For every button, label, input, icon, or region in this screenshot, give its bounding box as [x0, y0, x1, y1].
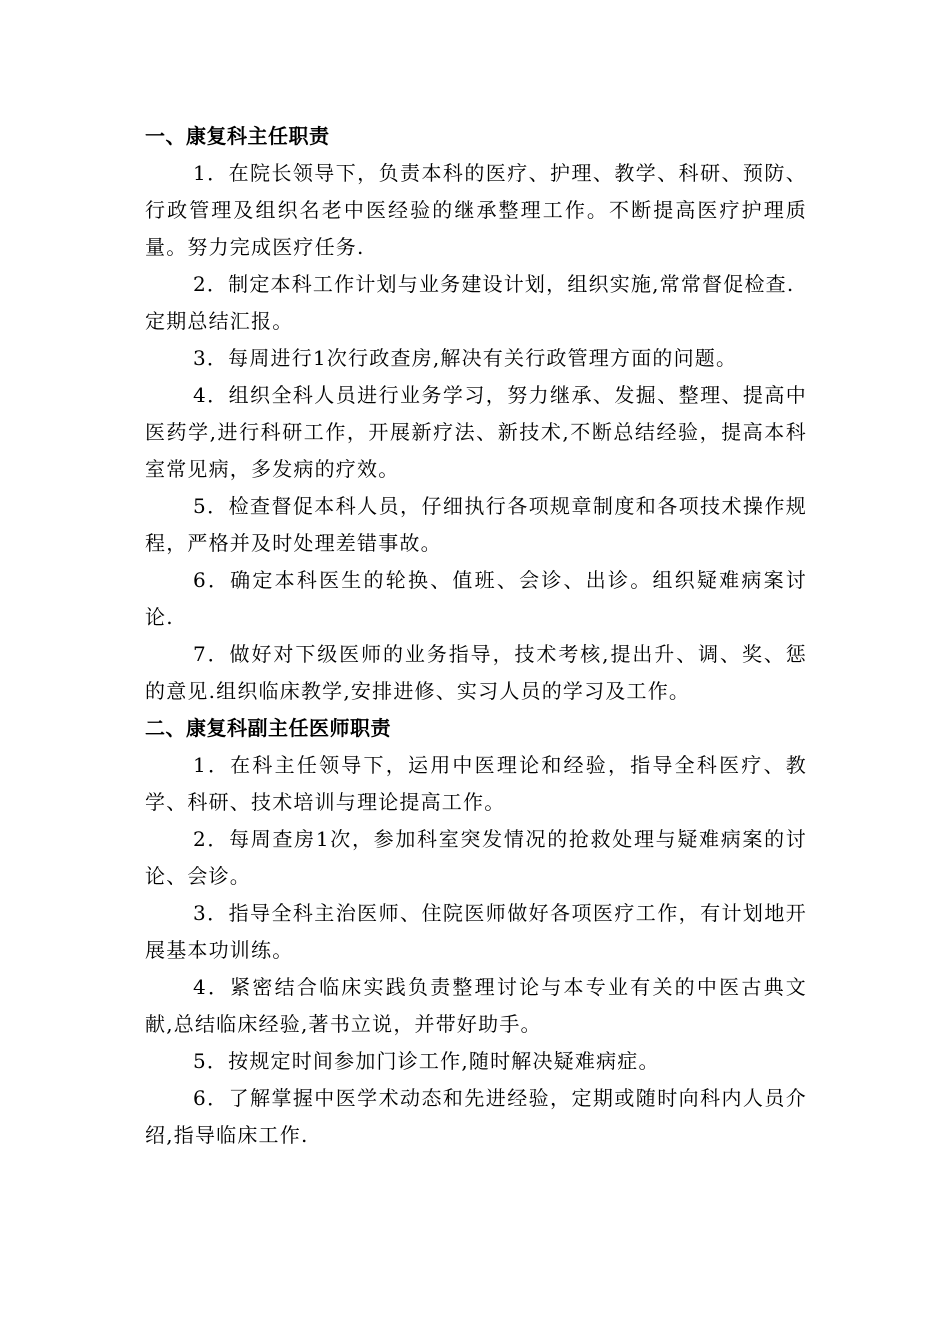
- deputy-duty-6: 6．了解掌握中医学术动态和先进经验，定期或随时向科内人员介绍,指导临床工作.: [145, 1086, 807, 1147]
- section-heading-director: 一、康复科主任职责: [145, 124, 330, 148]
- document-page: [145, 118, 807, 1154]
- director-duty-1: 1．在院长领导下，负责本科的医疗、护理、教学、科研、预防、行政管理及组织名老中医经验的继承整理工作。不断提高医疗护理质量。努力完成医疗任务.: [145, 161, 807, 259]
- deputy-duty-2: 2．每周查房1次，参加科室突发情况的抢救处理与疑难病案的讨论、会诊。: [145, 827, 807, 888]
- director-duty-6: 6．确定本科医生的轮换、值班、会诊、出诊。组织疑难病案讨论.: [145, 568, 807, 629]
- section-heading-deputy: 二、康复科副主任医师职责: [145, 716, 391, 740]
- director-duty-5: 5．检查督促本科人员，仔细执行各项规章制度和各项技术操作规程，严格并及时处理差错事故。: [145, 494, 807, 555]
- deputy-duty-1: 1．在科主任领导下，运用中医理论和经验，指导全科医疗、教学、科研、技术培训与理论提高工作。: [145, 753, 807, 814]
- director-duty-2: 2．制定本科工作计划与业务建设计划，组织实施,常常督促检查.: [193, 272, 795, 296]
- director-duty-4: 4．组织全科人员进行业务学习，努力继承、发掘、整理、提高中医药学,进行科研工作，开展新疗法、新技术,不断总结经验，提高本科室常见病，多发病的疗效。: [145, 383, 807, 481]
- deputy-duty-4: 4．紧密结合临床实践负责整理讨论与本专业有关的中医古典文献,总结临床经验,著书立说，并带好助手。: [145, 975, 807, 1036]
- deputy-duty-5: 5．按规定时间参加门诊工作,随时解决疑难病症。: [193, 1049, 660, 1073]
- director-duty-3: 3．每周进行1次行政查房,解决有关行政管理方面的问题。: [193, 346, 738, 370]
- director-duty-7: 7．做好对下级医师的业务指导，技术考核,提出升、调、奖、惩的意见.组织临床教学,安排进修、实习人员的学习及工作。: [145, 642, 807, 703]
- deputy-duty-3: 3．指导全科主治医师、住院医师做好各项医疗工作，有计划地开展基本功训练。: [145, 901, 807, 962]
- director-duty-2-continued: 定期总结汇报。: [145, 309, 294, 333]
